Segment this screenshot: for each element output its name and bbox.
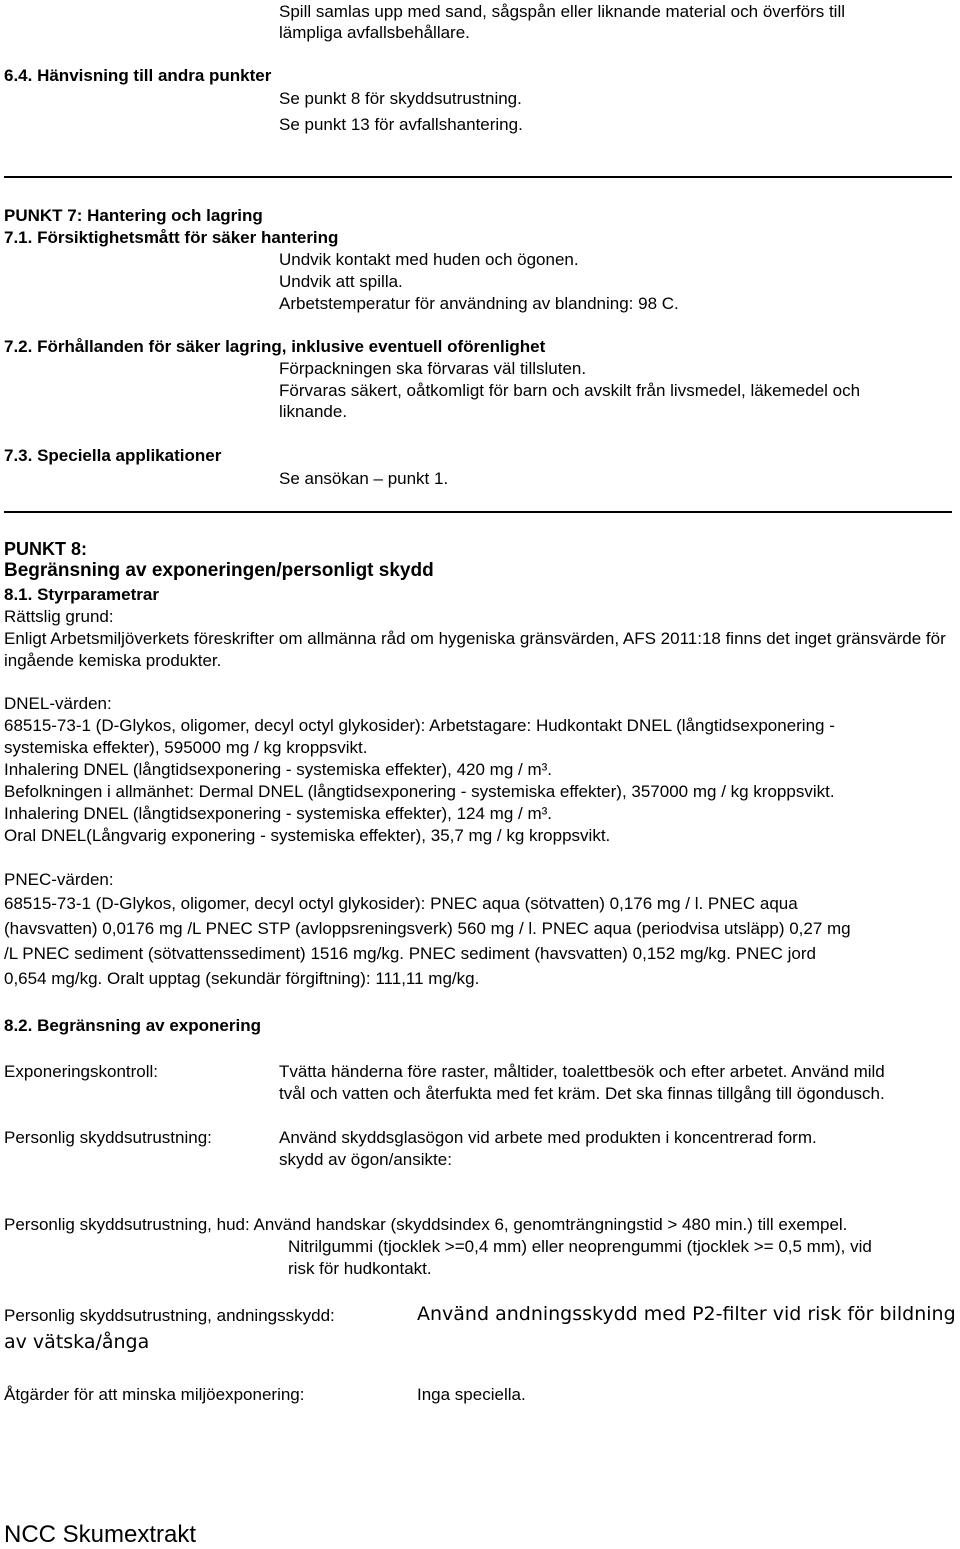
section-8-title: PUNKT 8: [4, 539, 88, 559]
heading-7-3: 7.3. Speciella applikationer [4, 446, 222, 465]
exposure-control-line1: Tvätta händerna före raster, måltider, toalettbesök och efter arbetet. Använd mild [279, 1062, 885, 1081]
pnec-line1: 68515-73-1 (D-Glykos, oligomer, decyl octyl glykosider): PNEC aqua (sötvatten) 0,176 mg / l. PNEC aqua [4, 894, 798, 913]
heading-7-1: 7.1. Försiktighetsmått för säker hantering [4, 228, 339, 247]
legal-basis-text: Enligt Arbetsmiljöverkets föreskrifter om allmänna råd om hygeniska gränsvärden, AFS 2011:18 finns det inget gränsvärde för ingående kemiska produkter. [4, 629, 946, 670]
pnec-line2: (havsvatten) 0,0176 mg /L PNEC STP (avloppsreningsverk) 560 mg / l. PNEC aqua (periodvisa utsläpp) 0,27 mg [4, 919, 851, 938]
heading-6-4: 6.4. Hänvisning till andra punkter [4, 66, 272, 85]
section-7-title: PUNKT 7: Hantering och lagring [4, 206, 263, 225]
pnec-label: PNEC-värden: [4, 870, 114, 889]
dnel-line3: Inhalering DNEL (långtidsexponering - systemiska effekter), 420 mg / m³. [4, 760, 553, 779]
legal-basis-label: Rättslig grund: [4, 607, 114, 626]
heading-8-2: 8.2. Begränsning av exponering [4, 1016, 261, 1035]
respiratory-text: Använd andningsskydd med P2-filter vid risk för bildning [417, 1303, 956, 1325]
section-divider [4, 176, 952, 178]
ppe-line1: Använd skyddsglasögon vid arbete med produkten i koncentrerad form. [279, 1128, 817, 1147]
spill-text-line2: lämpliga avfallsbehållare. [279, 23, 470, 42]
respiratory-label: Personlig skyddsutrustning, andningsskydd: [4, 1306, 335, 1325]
dnel-line5: Inhalering DNEL (långtidsexponering - systemiska effekter), 124 mg / m³. [4, 804, 553, 823]
section-8-subtitle: Begränsning av exponeringen/personligt skydd [4, 560, 434, 581]
handling-line3: Arbetstemperatur för användning av blandning: 98 C. [279, 294, 679, 313]
dnel-line1: 68515-73-1 (D-Glykos, oligomer, decyl octyl glykosider): Arbetstagare: Hudkontakt DNEL (långtidsexponering - [4, 716, 835, 735]
ppe-label: Personlig skyddsutrustning: [4, 1128, 212, 1147]
ppe-line2: skydd av ögon/ansikte: [279, 1150, 452, 1169]
exposure-control-label: Exponeringskontroll: [4, 1062, 159, 1081]
exposure-control-line2: tvål och vatten och återfukta med fet kräm. Det ska finnas tillgång till ögondusch. [279, 1084, 885, 1103]
spill-text-line1: Spill samlas upp med sand, sågspån eller liknande material och överförs till [279, 2, 846, 21]
skin-protection-line3: risk för hudkontakt. [288, 1259, 432, 1278]
dnel-line6: Oral DNEL(Långvarig exponering - systemiska effekter), 35,7 mg / kg kroppsvikt. [4, 826, 611, 845]
storage-line1: Förpackningen ska förvaras väl tillsluten. [279, 359, 587, 378]
skin-protection-line2: Nitrilgummi (tjocklek >=0,4 mm) eller neoprengummi (tjocklek >= 0,5 mm), vid [288, 1237, 872, 1256]
handling-line1: Undvik kontakt med huden och ögonen. [279, 250, 579, 269]
environment-label: Åtgärder för att minska miljöexponering: [4, 1385, 305, 1404]
skin-protection-line1: Personlig skyddsutrustning, hud: Använd handskar (skyddsindex 6, genomträngningstid > 480 min.) till exempel. [4, 1215, 848, 1234]
storage-line2: Förvaras säkert, oåtkomligt för barn och avskilt från livsmedel, läkemedel och [279, 381, 861, 400]
heading-7-2: 7.2. Förhållanden för säker lagring, inklusive eventuell oförenlighet [4, 337, 546, 356]
ref-protective-equipment: Se punkt 8 för skyddsutrustning. [279, 89, 522, 108]
dnel-label: DNEL-värden: [4, 694, 112, 713]
environment-text: Inga speciella. [417, 1385, 526, 1404]
heading-8-1: 8.1. Styrparametrar [4, 585, 159, 604]
respiratory-label-cont: av vätska/ånga [4, 1331, 150, 1353]
ref-waste-handling: Se punkt 13 för avfallshantering. [279, 115, 523, 134]
section-divider [4, 511, 952, 513]
dnel-line2: systemiska effekter), 595000 mg / kg kroppsvikt. [4, 738, 368, 757]
pnec-line3: /L PNEC sediment (sötvattenssediment) 1516 mg/kg. PNEC sediment (havsvatten) 0,152 mg/kg. PNEC jord [4, 944, 816, 963]
dnel-line4: Befolkningen i allmänhet: Dermal DNEL (långtidsexponering - systemiska effekter), 357000 mg / kg kroppsvikt. [4, 782, 835, 801]
footer-product-name: NCC Skumextrakt [4, 1521, 197, 1548]
storage-line3: liknande. [279, 402, 348, 421]
handling-line2: Undvik att spilla. [279, 272, 403, 291]
applications-text: Se ansökan – punkt 1. [279, 469, 449, 488]
pnec-line4: 0,654 mg/kg. Oralt upptag (sekundär förgiftning): 111,11 mg/kg. [4, 969, 480, 988]
